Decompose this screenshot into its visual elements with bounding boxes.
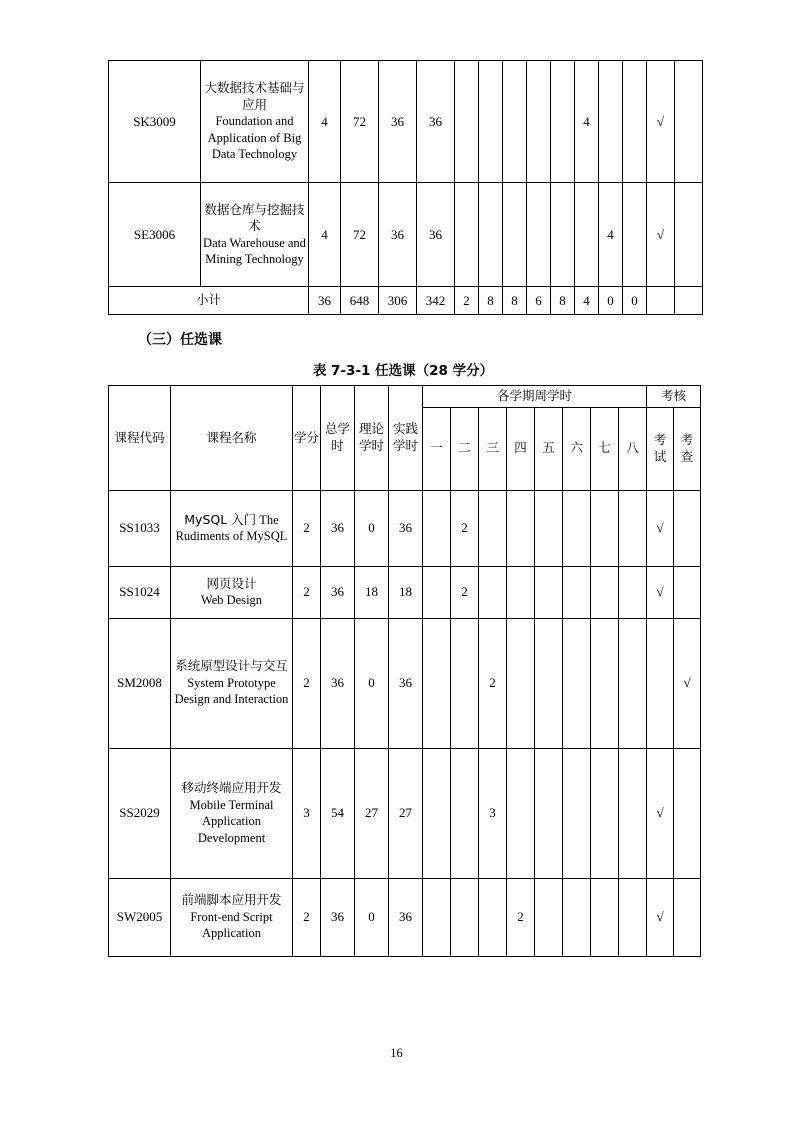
header-term-8: 八: [619, 407, 647, 490]
course-credits: 2: [293, 566, 321, 618]
course-practice-hours: 36: [417, 183, 455, 287]
subtotal-term-1: 2: [455, 287, 479, 315]
header-practice-hours: 实践学时: [389, 386, 423, 491]
subtotal-term-6: 4: [575, 287, 599, 315]
subtotal-exam: [647, 287, 675, 315]
header-term-2: 二: [451, 407, 479, 490]
course-name: [201, 61, 309, 183]
subtotal-term-7: 0: [599, 287, 623, 315]
course-name-zh: 移动终端应用开发: [181, 780, 282, 795]
course-credits: 4: [309, 183, 341, 287]
term-1: [423, 566, 451, 618]
term-2: [479, 61, 503, 183]
exam-mark: √: [647, 490, 674, 566]
course-name: [171, 566, 293, 618]
header-assessment-group: 考核: [647, 386, 701, 408]
table-row: [109, 878, 701, 956]
course-name-en: Web Design: [200, 593, 263, 607]
term-2: [451, 748, 479, 878]
elective-courses-table: [108, 385, 701, 957]
term-5: [535, 878, 563, 956]
course-theory-hours: 18: [355, 566, 389, 618]
term-6: [563, 878, 591, 956]
term-4: [507, 618, 535, 748]
course-theory-hours: 36: [379, 61, 417, 183]
term-8: [619, 490, 647, 566]
section-heading: （三）任选课: [138, 332, 222, 348]
term-1: [423, 878, 451, 956]
term-6: 4: [575, 61, 599, 183]
term-8: [619, 618, 647, 748]
term-2: 2: [451, 490, 479, 566]
header-term-5: 五: [535, 407, 563, 490]
subtotal-term-8: 0: [623, 287, 647, 315]
header-course-name: 课程名称: [171, 386, 293, 491]
course-name: [171, 748, 293, 878]
course-name-zh: 数据仓库与挖掘技术: [204, 201, 305, 233]
term-4: 2: [507, 878, 535, 956]
course-total-hours: 36: [321, 566, 355, 618]
term-8: [619, 878, 647, 956]
course-theory-hours: 36: [379, 183, 417, 287]
course-total-hours: 36: [321, 490, 355, 566]
term-7: [591, 618, 619, 748]
term-1: [423, 618, 451, 748]
course-name: [171, 490, 293, 566]
term-1: [423, 748, 451, 878]
table-caption: 表 7-3-1 任选课（28 学分）: [312, 363, 494, 379]
table-row: [109, 748, 701, 878]
assess-mark: [674, 878, 701, 956]
term-7: [591, 490, 619, 566]
exam-mark: [647, 618, 674, 748]
subtotal-practice-hours: 342: [417, 287, 455, 315]
assess-mark: [674, 566, 701, 618]
assess-mark: [674, 490, 701, 566]
subtotal-term-2: 8: [479, 287, 503, 315]
table-row: [109, 490, 701, 566]
subtotal-assess: [675, 287, 703, 315]
course-theory-hours: 27: [355, 748, 389, 878]
term-2: [451, 878, 479, 956]
term-3: [479, 566, 507, 618]
course-code: SS2029: [109, 748, 171, 878]
header-term-4: 四: [507, 407, 535, 490]
term-7: [591, 748, 619, 878]
course-code: SE3006: [109, 183, 201, 287]
subtotal-term-4: 6: [527, 287, 551, 315]
term-3: [503, 183, 527, 287]
term-2: [451, 618, 479, 748]
header-weekly-hours-group: 各学期周学时: [423, 386, 647, 408]
assess-mark: [674, 748, 701, 878]
subtotal-theory-hours: 306: [379, 287, 417, 315]
subtotal-total-hours: 648: [341, 287, 379, 315]
table-header-row: [109, 386, 701, 408]
term-8: [619, 566, 647, 618]
header-term-3: 三: [479, 407, 507, 490]
table-row: [109, 61, 703, 183]
course-name-en: Data Warehouse and Mining Technology: [203, 235, 306, 266]
term-6: [563, 490, 591, 566]
term-5: [551, 183, 575, 287]
required-courses-table-continued: [108, 60, 703, 315]
course-practice-hours: 18: [389, 566, 423, 618]
term-3: 3: [479, 748, 507, 878]
course-code: SK3009: [109, 61, 201, 183]
subtotal-row: [109, 287, 703, 315]
term-4: [507, 748, 535, 878]
term-5: [535, 566, 563, 618]
term-6: [563, 618, 591, 748]
header-course-code: 课程代码: [109, 386, 171, 491]
header-term-6: 六: [563, 407, 591, 490]
term-2: 2: [451, 566, 479, 618]
course-name-en: Mobile Terminal Application Development: [189, 797, 274, 845]
header-assess: 考查: [674, 407, 701, 490]
term-7: 4: [599, 183, 623, 287]
course-name: [171, 878, 293, 956]
header-total-hours: 总学时: [321, 386, 355, 491]
course-theory-hours: 0: [355, 878, 389, 956]
term-1: [455, 183, 479, 287]
term-7: [591, 878, 619, 956]
term-1: [455, 61, 479, 183]
course-practice-hours: 36: [389, 490, 423, 566]
exam-mark: √: [647, 748, 674, 878]
term-5: [535, 490, 563, 566]
course-code: SS1033: [109, 490, 171, 566]
term-4: [507, 566, 535, 618]
term-6: [575, 183, 599, 287]
course-practice-hours: 27: [389, 748, 423, 878]
course-name: [201, 183, 309, 287]
course-code: SM2008: [109, 618, 171, 748]
subtotal-term-5: 8: [551, 287, 575, 315]
exam-mark: √: [647, 61, 675, 183]
course-credits: 2: [293, 618, 321, 748]
course-name-zh: 大数据技术基础与应用: [204, 80, 305, 112]
course-credits: 2: [293, 878, 321, 956]
term-4: [507, 490, 535, 566]
page-number: 16: [390, 1046, 403, 1060]
term-8: [623, 183, 647, 287]
term-1: [423, 490, 451, 566]
term-4: [527, 183, 551, 287]
course-name-en: Foundation and Application of Big Data Technology: [207, 114, 302, 162]
course-name-zh: 前端脚本应用开发: [181, 892, 282, 908]
term-7: [599, 61, 623, 183]
term-5: [535, 618, 563, 748]
course-code: SS1024: [109, 566, 171, 618]
table-row: [109, 566, 701, 618]
subtotal-label: 小计: [109, 287, 309, 315]
assess-mark: [675, 183, 703, 287]
course-total-hours: 36: [321, 878, 355, 956]
term-8: [619, 748, 647, 878]
term-7: [591, 566, 619, 618]
course-name-en: The Rudiments of MySQL: [175, 512, 288, 543]
term-2: [479, 183, 503, 287]
header-term-1: 一: [423, 407, 451, 490]
subtotal-credits: 36: [309, 287, 341, 315]
exam-mark: √: [647, 878, 674, 956]
course-credits: 3: [293, 748, 321, 878]
course-total-hours: 36: [321, 618, 355, 748]
course-theory-hours: 0: [355, 618, 389, 748]
term-5: [535, 748, 563, 878]
course-name: [171, 618, 293, 748]
course-theory-hours: 0: [355, 490, 389, 566]
term-6: [563, 748, 591, 878]
page-content: [108, 60, 698, 957]
term-6: [563, 566, 591, 618]
header-term-7: 七: [591, 407, 619, 490]
assess-mark: √: [674, 618, 701, 748]
course-code: SW2005: [109, 878, 171, 956]
course-total-hours: 72: [341, 183, 379, 287]
course-total-hours: 54: [321, 748, 355, 878]
course-practice-hours: 36: [389, 618, 423, 748]
term-3: [479, 490, 507, 566]
table-row: [109, 618, 701, 748]
course-credits: 2: [293, 490, 321, 566]
term-8: [623, 61, 647, 183]
exam-mark: √: [647, 566, 674, 618]
exam-mark: √: [647, 183, 675, 287]
course-name-en: Front-end Script Application: [190, 909, 273, 941]
assess-mark: [675, 61, 703, 183]
term-3: 2: [479, 618, 507, 748]
header-credits: 学分: [293, 386, 321, 491]
table-row: [109, 183, 703, 287]
term-3: [479, 878, 507, 956]
course-name-zh: 网页设计: [206, 575, 257, 591]
course-total-hours: 72: [341, 61, 379, 183]
subtotal-term-3: 8: [503, 287, 527, 315]
course-name-en: System Prototype Design and Interaction: [174, 675, 289, 707]
term-3: [503, 61, 527, 183]
course-name-zh: MySQL 入门: [184, 511, 257, 527]
course-credits: 4: [309, 61, 341, 183]
course-practice-hours: 36: [389, 878, 423, 956]
course-name-zh: 系统原型设计与交互: [175, 658, 288, 674]
course-practice-hours: 36: [417, 61, 455, 183]
term-5: [551, 61, 575, 183]
header-exam: 考试: [647, 407, 674, 490]
term-4: [527, 61, 551, 183]
header-theory-hours: 理论学时: [355, 386, 389, 491]
